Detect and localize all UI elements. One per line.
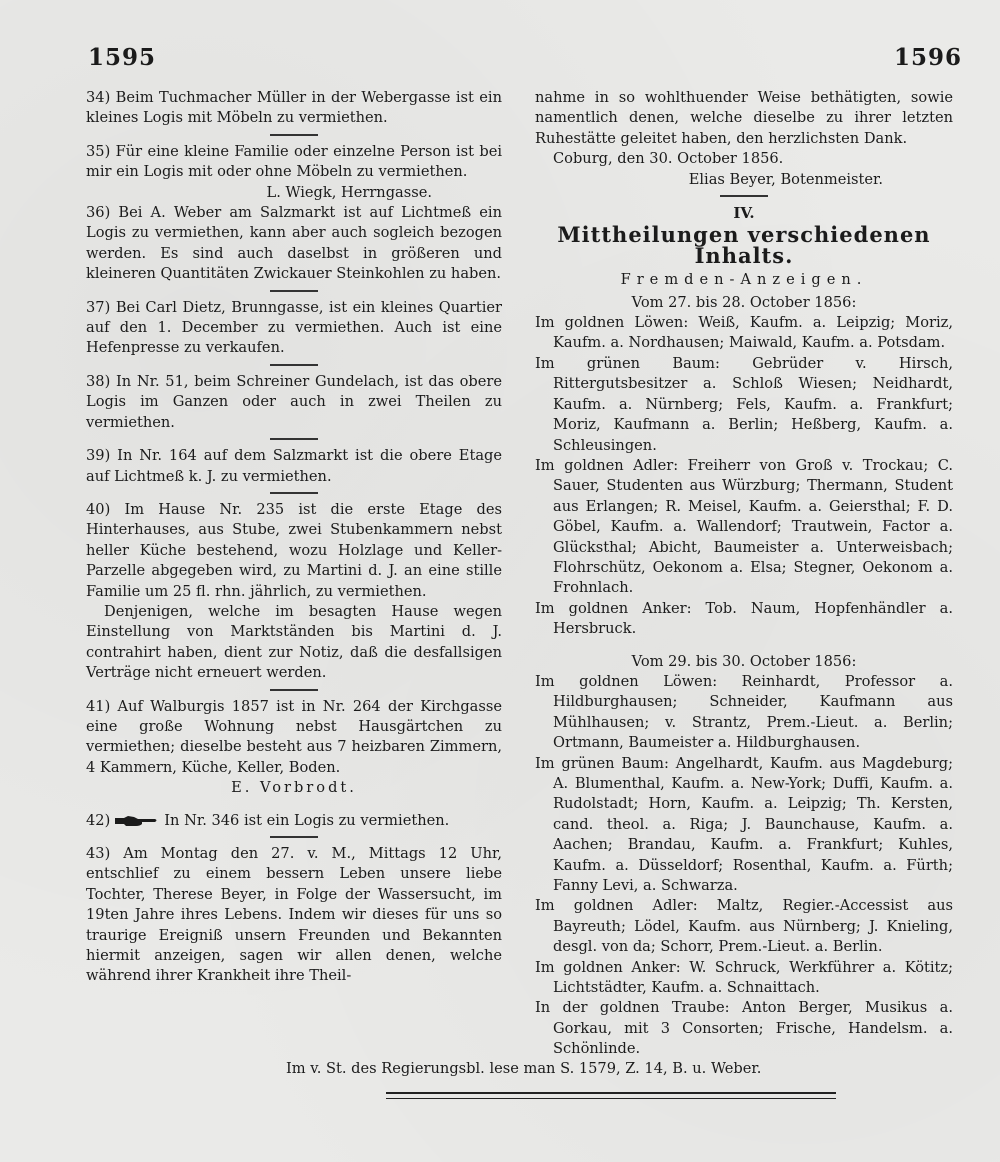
hotel-guest-entry: Im grünen Baum: Gebrüder v. Hirsch, Rittergutsbesitzer a. Schloß Wiesen; Neidhardt, Kaufm. a. Nürnberg; Fels, Kaufm. a. Frankfurt; Moriz, Kaufmann a. Berlin; Heßberg, Kaufm. a. Schleusingen. (535, 354, 953, 454)
separator-rule (270, 836, 318, 838)
advert-paragraph: 37) Bei Carl Dietz, Brunngasse, ist ein kleines Quartier auf den 1. December zu vermiethen. Auch ist eine Hefenpresse zu verkaufen. (86, 298, 502, 357)
footer-correction: Im v. St. des Regierungsbl. lese man S. 1579, Z. 14, B. u. Weber. (286, 1060, 762, 1077)
page-number-left: 1595 (88, 44, 157, 71)
spacer (535, 640, 953, 652)
signature: L. Wiegk, Herrngasse. (266, 183, 432, 201)
advert-paragraph: 39) In Nr. 164 auf dem Salzmarkt ist die obere Etage auf Lichtmeß k. J. zu vermiethen. (86, 447, 502, 485)
section-title: Mittheilungen verschiedenen Inhalts. (557, 222, 931, 268)
hotel-guest-entry: Im goldnen Anker: W. Schruck, Werkführer a. Kötitz; Lichtstädter, Kaufm. a. Schnaittach. (535, 958, 953, 997)
pointing-hand-icon (114, 814, 158, 828)
advert-paragraph: 40) Im Hause Nr. 235 ist die erste Etage des Hinterhauses, aus Stube, zwei Stubenkammern nebst heller Küche bestehend, wozu Holzlage und Keller-Parzelle abgegeben wird, zu Martini d. J. an eine stille Familie um 25 fl. rhn. jährlich, zu vermiethen. (86, 500, 502, 600)
separator-rule (270, 134, 318, 136)
page-number-right: 1596 (893, 44, 962, 71)
separator-rule (270, 492, 318, 494)
hotel-guest-entry: Im goldnen Adler: Maltz, Regier.-Accessist aus Bayreuth; Lödel, Kaufm. aus Nürnberg; J. Knieling, desgl. von da; Schorr, Prem.-Lieut. a. Berlin. (535, 897, 953, 956)
paragraph: Denjenigen, welche im besagten Hause wegen Einstellung von Marktständen bis Martini d. J. contrahirt haben, dient zur Notiz, daß die desfallsigen Verträge nicht erneuert werden. (86, 602, 502, 682)
section-subtitle: Fremden-Anzeigen. (620, 271, 868, 289)
right-column (535, 88, 953, 1060)
advert-number: 42) (86, 811, 111, 829)
advert-paragraph: 41) Auf Walburgis 1857 ist in Nr. 264 der Kirchgasse eine große Wohnung nebst Hausgärtchen zu vermiethen; dieselbe besteht aus 7 heizbaren Zimmern, 4 Kammern, Küche, Keller, Boden. (86, 697, 502, 776)
separator-rule (270, 364, 318, 366)
separator-rule (270, 290, 318, 292)
double-rule (386, 1092, 836, 1099)
separator-rule (720, 195, 768, 197)
hotel-guest-entry: Im goldnen Löwen: Weiß, Kaufm. a. Leipzig; Moriz, Kaufm. a. Nordhausen; Maiwald, Kaufm. a. Potsdam. (535, 314, 953, 352)
advert-paragraph: 36) Bei A. Weber am Salzmarkt ist auf Lichtmeß ein Logis zu vermiethen, kann aber auch sogleich bezogen werden. Es sind auch daselbst in größeren und kleineren Quantitäten Zwickauer Steinkohlen zu haben. (86, 204, 502, 283)
advert-paragraph: 34) Beim Tuchmacher Müller in der Webergasse ist ein kleines Logis mit Möbeln zu vermiethen. (86, 89, 502, 127)
separator-rule (270, 689, 318, 691)
separator-rule (270, 438, 318, 440)
signature: E. Vorbrodt. (231, 779, 357, 797)
section-number: IV. (733, 204, 755, 223)
advert-text: In Nr. 346 ist ein Logis zu vermiethen. (164, 811, 450, 829)
advert-paragraph: 43) Am Montag den 27. v. M., Mittags 12 Uhr, entschlief zu einem bessern Leben unsere liebe Tochter, Therese Beyer, in Folge der Wassersucht, im 19ten Jahre ihres Lebens. Indem wir dieses für uns so traurige Ereigniß unsern Freunden und Bekannten hiermit anzeigen, sagen wir allen denen, welche während ihrer Krankheit ihre Theil- (86, 845, 502, 985)
spacer (86, 799, 502, 811)
hotel-guest-entry: Im goldnen Löwen: Reinhardt, Professor a. Hildburghausen; Schneider, Kaufmann aus Mühlhausen; v. Strantz, Prem.-Lieut. a. Berlin; Ortmann, Baumeister a. Hildburghausen. (535, 672, 953, 752)
signature: Elias Beyer, Botenmeister. (688, 170, 883, 188)
advert-paragraph: 38) In Nr. 51, beim Schreiner Gundelach, ist das obere Logis im Ganzen oder auch in zwei Theilen zu vermiethen. (86, 372, 502, 431)
date-heading: Vom 29. bis 30. October 1856: (631, 652, 857, 670)
hotel-guest-entry: Im goldnen Adler: Freiherr von Groß v. Trockau; C. Sauer, Studenten aus Würzburg; Thermann, Student aus Erlangen; R. Meisel, Kaufm. a. Geiersthal; F. D. Göbel, Kaufm. a. Wallendorf; Trautwein, Factor a. Glücksthal; Abicht, Baumeister a. Unterweisbach; Flohrschütz, Oekonom a. Elsa; Stegner, Oekonom a. Frohnlach. (535, 456, 953, 597)
advert-paragraph (86, 811, 502, 831)
advert-paragraph: nahme in so wohlthuender Weise bethätigten, sowie namentlich denen, welche dieselbe zu ihrer letzten Ruhestätte geleitet haben, den herzlichsten Dank. (535, 89, 953, 147)
hotel-guest-entry: In der goldnen Traube: Anton Berger, Musikus a. Gorkau, mit 3 Consorten; Frische, Handelsm. a. Schönlinde. (535, 999, 953, 1058)
advert-paragraph: 35) Für eine kleine Familie oder einzelne Person ist bei mir ein Logis mit oder ohne Möbeln zu vermiethen. (86, 142, 502, 181)
hotel-guest-entry: Im grünen Baum: Angelhardt, Kaufm. aus Magdeburg; A. Blumenthal, Kaufm. a. New-York; Duffi, Kaufm. a. Rudolstadt; Horn, Kaufm. a. Leipzig; Th. Kersten, cand. theol. a. Riga; J. Baunchause, Kaufm. a. Aachen; Brandau, Kaufm. a. Frankfurt; Kuhles, Kaufm. a. Düsseldorf; Rosenthal, Kaufm. a. Fürth; Fanny Levi, a. Schwarza. (535, 754, 953, 895)
date-heading: Vom 27. bis 28. October 1856: (631, 293, 857, 311)
left-column (86, 88, 502, 987)
paragraph: Coburg, den 30. October 1856. (553, 150, 784, 168)
hotel-guest-entry: Im goldnen Anker: Tob. Naum, Hopfenhändler a. Hersbruck. (535, 599, 953, 638)
